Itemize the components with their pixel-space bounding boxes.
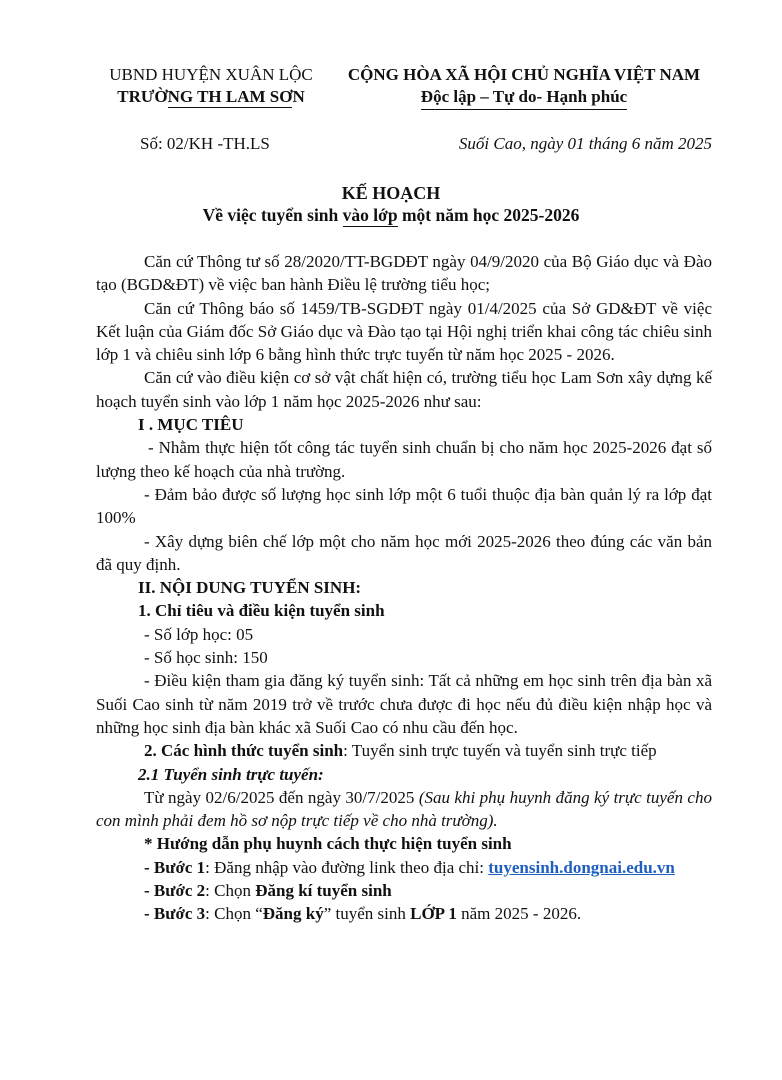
enrollment-forms-text: : Tuyển sinh trực tuyến và tuyển sinh trực tiếp xyxy=(343,741,657,761)
school-name-underlined: NG TH LAM SƠ xyxy=(167,87,293,106)
section-heading-objectives: I . MỤC TIÊU xyxy=(138,415,244,435)
document-number: Số: 02/KH -TH.LS xyxy=(140,134,270,153)
paragraph-basis-3: Căn cứ vào điều kiện cơ sở vật chất hiện có, trường tiểu học Lam Sơn xây dựng kế hoạch tuyển sinh vào lớp 1 năm học 2025-2026 như sau: xyxy=(96,368,712,411)
subsection-online-enrollment: 2.1 Tuyển sinh trực tuyến: xyxy=(138,764,324,784)
subsection-enrollment-forms xyxy=(96,739,712,762)
nation-title: CỘNG HÒA XÃ HỘI CHỦ NGHĨA VIỆT NAM xyxy=(347,65,701,84)
header-left xyxy=(102,64,320,108)
school-name-part: TRƯỜ xyxy=(117,87,168,106)
step-3 xyxy=(96,902,712,925)
objective-item: - Xây dựng biên chế lớp một cho năm học mới 2025-2026 theo đúng các văn bản đã quy định. xyxy=(96,531,712,574)
document-body xyxy=(96,250,712,926)
step-3-text: : Chọn “ xyxy=(205,904,263,924)
document-subtitle xyxy=(0,205,782,226)
step-3-label: - Bước 3 xyxy=(144,904,206,924)
step-3-text: năm 2025 - 2026. xyxy=(456,904,582,924)
step-2 xyxy=(96,879,712,902)
paragraph-basis-2: Căn cứ Thông báo số 1459/TB-SGDĐT ngày 01/4/2025 của Sở GD&ĐT về việc Kết luận của Giám đốc Sở Giáo dục và Đào tạo tại Hội nghị triển khai công tác chiêu sinh lớp 1 và chiêu sinh lớp 6 bằng hình thức trực tuyến từ năm học 2025 - 2026. xyxy=(96,298,712,365)
enrollment-dates-note: (Sau khi phụ huynh đăng ký trực tuyến cho con mình phải đem hồ sơ nộp trực tiếp về cho nhà trường). xyxy=(96,787,712,831)
subtitle-part: một năm học 2025-2026 xyxy=(397,205,580,225)
step-2-action: Đăng kí tuyển sinh xyxy=(255,881,392,901)
objective-item: - Nhằm thực hiện tốt công tác tuyển sinh chuẩn bị cho năm học 2025-2026 đạt số lượng theo kế hoạch của nhà trường. xyxy=(96,438,712,481)
subtitle-underlined: vào lớp xyxy=(342,205,398,225)
quota-classes: - Số lớp học: 05 xyxy=(144,624,254,644)
guide-heading: * Hướng dẫn phụ huynh cách thực hiện tuyển sinh xyxy=(144,834,512,854)
step-3-action: Đăng ký xyxy=(262,904,324,924)
step-1-text: : Đăng nhập vào đường link theo địa chỉ: xyxy=(205,857,489,877)
step-1 xyxy=(96,856,712,879)
enrollment-forms-label: 2. Các hình thức tuyển sinh xyxy=(144,741,344,761)
step-2-label: - Bước 2 xyxy=(144,881,206,901)
step-3-text: ” tuyển sinh xyxy=(323,904,411,924)
step-3-grade: LỚP 1 xyxy=(410,904,457,924)
section-heading-content: II. NỘI DUNG TUYỂN SINH: xyxy=(138,578,362,598)
school-name-part: N xyxy=(292,87,305,106)
enrollment-dates xyxy=(96,786,712,833)
objective-item: - Đảm bảo được số lượng học sinh lớp một 6 tuổi thuộc địa bàn quản lý ra lớp đạt 100% xyxy=(96,484,712,528)
enrollment-portal-link[interactable]: tuyensinh.dongnai.edu.vn xyxy=(488,857,675,877)
place-date: Suối Cao, ngày 01 tháng 6 năm 2025 xyxy=(458,134,712,153)
step-1-label: - Bước 1 xyxy=(144,857,206,877)
subsection-heading-quota: 1. Chỉ tiêu và điều kiện tuyển sinh xyxy=(138,601,385,621)
enrollment-dates-text: Từ ngày 02/6/2025 đến ngày 30/7/2025 xyxy=(144,787,419,807)
subtitle-part: Về việc tuyển sinh xyxy=(202,205,343,225)
organization-name: UBND HUYỆN XUÂN LỘC xyxy=(109,65,313,84)
step-2-text: : Chọn xyxy=(205,881,256,901)
school-name xyxy=(102,86,320,108)
document-title: KẾ HOẠCH xyxy=(341,183,441,203)
paragraph-basis-1: Căn cứ Thông tư số 28/2020/TT-BGDĐT ngày 04/9/2020 của Bộ Giáo dục và Đào tạo (BGD&ĐT) về việc ban hành Điều lệ trường tiểu học; xyxy=(96,252,712,295)
national-motto: Độc lập – Tự do- Hạnh phúc xyxy=(421,86,627,110)
header-right xyxy=(338,64,710,110)
enrollment-condition: - Điều kiện tham gia đăng ký tuyển sinh: Tất cả những em học sinh trên địa bàn xã Suối Cao sinh từ năm 2019 trở về trước chưa được đi học nếu đủ điều kiện nhập học và những học sinh địa bàn khác xã Suối Cao có nhu cầu đến học. xyxy=(96,671,712,737)
quota-students: - Số học sinh: 150 xyxy=(144,648,268,668)
